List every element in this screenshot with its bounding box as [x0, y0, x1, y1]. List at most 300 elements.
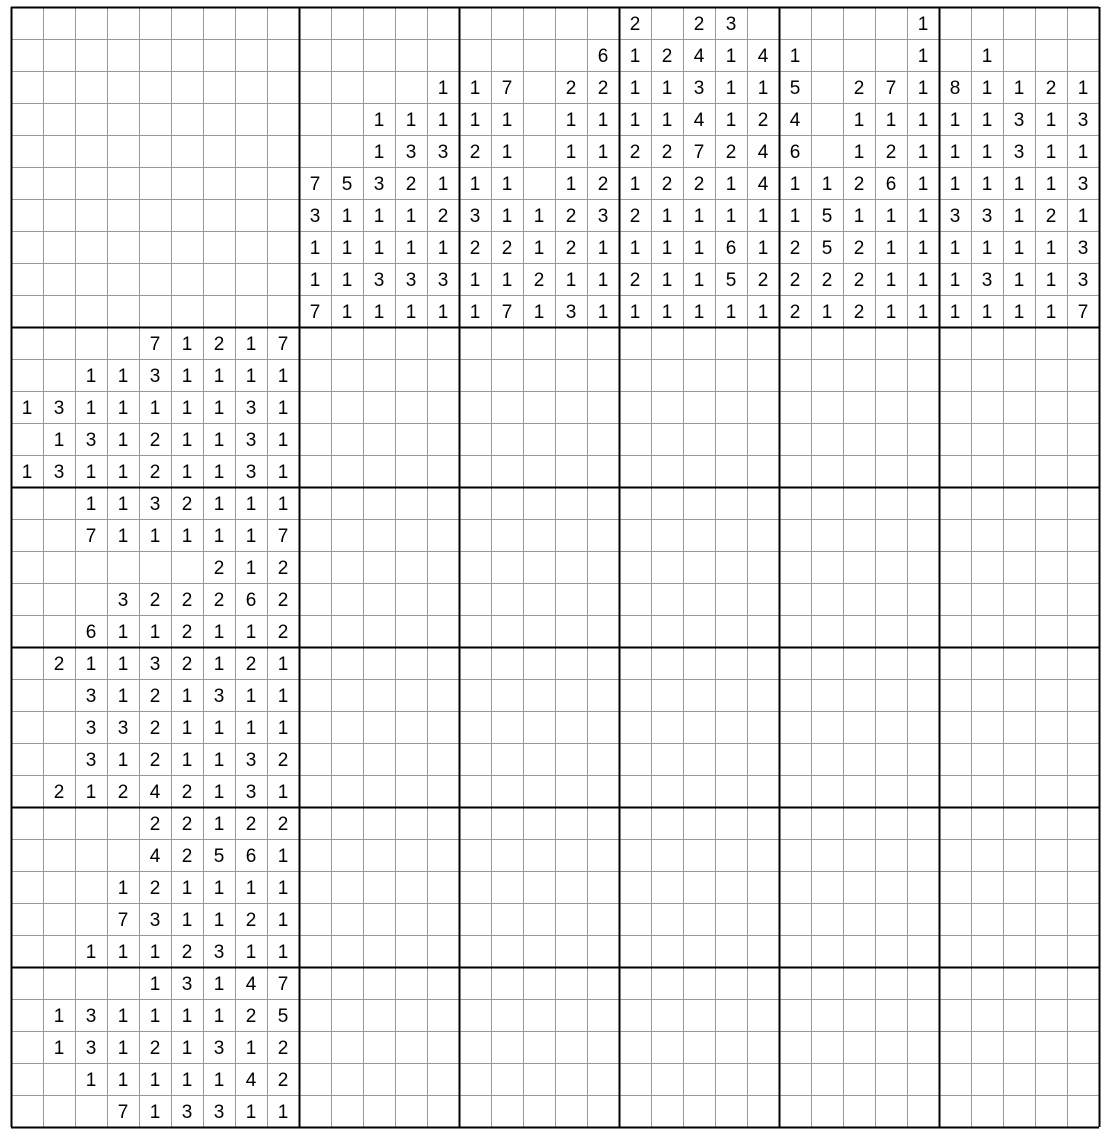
grid-cell[interactable] — [1067, 615, 1099, 647]
grid-cell[interactable] — [523, 807, 555, 839]
grid-cell[interactable] — [651, 551, 683, 583]
grid-cell[interactable] — [715, 1031, 747, 1063]
grid-cell[interactable] — [1003, 551, 1035, 583]
grid-cell[interactable] — [459, 391, 491, 423]
grid-cell[interactable] — [587, 871, 619, 903]
grid-cell[interactable] — [715, 327, 747, 359]
grid-cell[interactable] — [971, 487, 1003, 519]
grid-cell[interactable] — [811, 327, 843, 359]
grid-cell[interactable] — [299, 935, 331, 967]
grid-cell[interactable] — [747, 1095, 779, 1127]
grid-cell[interactable] — [587, 743, 619, 775]
grid-cell[interactable] — [939, 775, 971, 807]
grid-cell[interactable] — [843, 1095, 875, 1127]
grid-cell[interactable] — [299, 327, 331, 359]
grid-cell[interactable] — [299, 551, 331, 583]
grid-cell[interactable] — [971, 359, 1003, 391]
grid-cell[interactable] — [331, 615, 363, 647]
grid-cell[interactable] — [843, 423, 875, 455]
grid-cell[interactable] — [1003, 487, 1035, 519]
grid-cell[interactable] — [491, 999, 523, 1031]
grid-cell[interactable] — [843, 967, 875, 999]
grid-cell[interactable] — [683, 327, 715, 359]
grid-cell[interactable] — [811, 551, 843, 583]
grid-cell[interactable] — [459, 839, 491, 871]
grid-cell[interactable] — [939, 807, 971, 839]
grid-cell[interactable] — [971, 775, 1003, 807]
grid-cell[interactable] — [747, 1031, 779, 1063]
grid-cell[interactable] — [395, 871, 427, 903]
grid-cell[interactable] — [907, 1031, 939, 1063]
grid-cell[interactable] — [299, 647, 331, 679]
grid-cell[interactable] — [939, 519, 971, 551]
grid-cell[interactable] — [555, 1095, 587, 1127]
grid-cell[interactable] — [299, 1031, 331, 1063]
grid-cell[interactable] — [939, 935, 971, 967]
grid-cell[interactable] — [523, 967, 555, 999]
grid-cell[interactable] — [395, 679, 427, 711]
grid-cell[interactable] — [299, 679, 331, 711]
grid-cell[interactable] — [875, 1095, 907, 1127]
grid-cell[interactable] — [651, 1063, 683, 1095]
grid-cell[interactable] — [587, 903, 619, 935]
grid-cell[interactable] — [907, 1063, 939, 1095]
grid-cell[interactable] — [331, 711, 363, 743]
grid-cell[interactable] — [907, 359, 939, 391]
grid-cell[interactable] — [747, 967, 779, 999]
grid-cell[interactable] — [587, 647, 619, 679]
grid-cell[interactable] — [555, 935, 587, 967]
grid-cell[interactable] — [939, 583, 971, 615]
grid-cell[interactable] — [715, 839, 747, 871]
grid-cell[interactable] — [907, 391, 939, 423]
grid-cell[interactable] — [363, 327, 395, 359]
grid-cell[interactable] — [811, 839, 843, 871]
grid-cell[interactable] — [875, 967, 907, 999]
grid-cell[interactable] — [811, 999, 843, 1031]
grid-cell[interactable] — [299, 519, 331, 551]
grid-cell[interactable] — [299, 903, 331, 935]
grid-cell[interactable] — [1003, 1063, 1035, 1095]
grid-cell[interactable] — [875, 327, 907, 359]
grid-cell[interactable] — [459, 679, 491, 711]
grid-cell[interactable] — [459, 583, 491, 615]
grid-cell[interactable] — [459, 615, 491, 647]
grid-cell[interactable] — [747, 775, 779, 807]
grid-cell[interactable] — [523, 487, 555, 519]
grid-cell[interactable] — [715, 743, 747, 775]
grid-cell[interactable] — [779, 839, 811, 871]
grid-cell[interactable] — [331, 647, 363, 679]
grid-cell[interactable] — [907, 1095, 939, 1127]
grid-cell[interactable] — [555, 391, 587, 423]
grid-cell[interactable] — [331, 967, 363, 999]
grid-cell[interactable] — [843, 615, 875, 647]
grid-cell[interactable] — [619, 423, 651, 455]
grid-cell[interactable] — [523, 1031, 555, 1063]
grid-cell[interactable] — [299, 999, 331, 1031]
grid-cell[interactable] — [395, 359, 427, 391]
grid-cell[interactable] — [779, 775, 811, 807]
grid-cell[interactable] — [779, 807, 811, 839]
grid-cell[interactable] — [651, 967, 683, 999]
grid-cell[interactable] — [395, 327, 427, 359]
grid-cell[interactable] — [779, 679, 811, 711]
grid-cell[interactable] — [683, 679, 715, 711]
grid-cell[interactable] — [299, 711, 331, 743]
grid-cell[interactable] — [363, 903, 395, 935]
grid-cell[interactable] — [1003, 615, 1035, 647]
grid-cell[interactable] — [619, 999, 651, 1031]
grid-cell[interactable] — [363, 999, 395, 1031]
grid-cell[interactable] — [971, 871, 1003, 903]
grid-cell[interactable] — [523, 775, 555, 807]
grid-cell[interactable] — [683, 935, 715, 967]
grid-cell[interactable] — [459, 359, 491, 391]
grid-cell[interactable] — [907, 519, 939, 551]
grid-cell[interactable] — [459, 327, 491, 359]
grid-cell[interactable] — [619, 775, 651, 807]
grid-cell[interactable] — [875, 999, 907, 1031]
grid-cell[interactable] — [683, 647, 715, 679]
grid-cell[interactable] — [587, 327, 619, 359]
grid-cell[interactable] — [491, 711, 523, 743]
grid-cell[interactable] — [395, 1031, 427, 1063]
grid-cell[interactable] — [651, 743, 683, 775]
grid-cell[interactable] — [875, 775, 907, 807]
grid-cell[interactable] — [971, 903, 1003, 935]
grid-cell[interactable] — [683, 551, 715, 583]
grid-cell[interactable] — [491, 359, 523, 391]
grid-cell[interactable] — [779, 391, 811, 423]
grid-cell[interactable] — [907, 583, 939, 615]
grid-cell[interactable] — [555, 423, 587, 455]
grid-cell[interactable] — [875, 807, 907, 839]
grid-cell[interactable] — [619, 679, 651, 711]
grid-cell[interactable] — [427, 967, 459, 999]
grid-cell[interactable] — [555, 615, 587, 647]
grid-cell[interactable] — [555, 775, 587, 807]
grid-cell[interactable] — [363, 1031, 395, 1063]
grid-cell[interactable] — [395, 455, 427, 487]
grid-cell[interactable] — [843, 935, 875, 967]
grid-cell[interactable] — [715, 775, 747, 807]
grid-cell[interactable] — [779, 903, 811, 935]
grid-cell[interactable] — [459, 999, 491, 1031]
grid-cell[interactable] — [1067, 999, 1099, 1031]
grid-cell[interactable] — [395, 775, 427, 807]
grid-cell[interactable] — [331, 903, 363, 935]
grid-cell[interactable] — [651, 359, 683, 391]
grid-cell[interactable] — [747, 327, 779, 359]
grid-cell[interactable] — [1003, 903, 1035, 935]
grid-cell[interactable] — [843, 1031, 875, 1063]
grid-cell[interactable] — [843, 647, 875, 679]
grid-cell[interactable] — [747, 455, 779, 487]
grid-cell[interactable] — [747, 423, 779, 455]
grid-cell[interactable] — [331, 487, 363, 519]
grid-cell[interactable] — [1067, 743, 1099, 775]
grid-cell[interactable] — [587, 487, 619, 519]
grid-cell[interactable] — [811, 935, 843, 967]
grid-cell[interactable] — [619, 807, 651, 839]
grid-cell[interactable] — [1067, 839, 1099, 871]
grid-cell[interactable] — [1003, 1095, 1035, 1127]
grid-cell[interactable] — [491, 487, 523, 519]
grid-cell[interactable] — [715, 551, 747, 583]
grid-cell[interactable] — [523, 391, 555, 423]
grid-cell[interactable] — [811, 359, 843, 391]
grid-cell[interactable] — [875, 1063, 907, 1095]
grid-cell[interactable] — [1067, 1095, 1099, 1127]
grid-cell[interactable] — [971, 583, 1003, 615]
grid-cell[interactable] — [395, 615, 427, 647]
grid-cell[interactable] — [523, 711, 555, 743]
grid-cell[interactable] — [843, 487, 875, 519]
grid-cell[interactable] — [811, 583, 843, 615]
grid-cell[interactable] — [1035, 423, 1067, 455]
grid-cell[interactable] — [619, 487, 651, 519]
grid-cell[interactable] — [811, 711, 843, 743]
grid-cell[interactable] — [459, 711, 491, 743]
grid-cell[interactable] — [395, 1063, 427, 1095]
grid-cell[interactable] — [555, 359, 587, 391]
grid-cell[interactable] — [779, 711, 811, 743]
grid-cell[interactable] — [875, 935, 907, 967]
grid-cell[interactable] — [427, 1063, 459, 1095]
grid-cell[interactable] — [395, 807, 427, 839]
grid-cell[interactable] — [459, 935, 491, 967]
grid-cell[interactable] — [811, 903, 843, 935]
grid-cell[interactable] — [971, 615, 1003, 647]
grid-cell[interactable] — [1067, 903, 1099, 935]
grid-cell[interactable] — [395, 647, 427, 679]
grid-cell[interactable] — [587, 551, 619, 583]
grid-cell[interactable] — [907, 679, 939, 711]
grid-cell[interactable] — [651, 775, 683, 807]
grid-cell[interactable] — [651, 999, 683, 1031]
grid-cell[interactable] — [1067, 775, 1099, 807]
grid-cell[interactable] — [907, 615, 939, 647]
grid-cell[interactable] — [1067, 551, 1099, 583]
grid-cell[interactable] — [395, 1095, 427, 1127]
grid-cell[interactable] — [331, 871, 363, 903]
grid-cell[interactable] — [523, 1095, 555, 1127]
grid-cell[interactable] — [395, 423, 427, 455]
grid-cell[interactable] — [939, 679, 971, 711]
grid-cell[interactable] — [587, 519, 619, 551]
grid-cell[interactable] — [715, 455, 747, 487]
grid-cell[interactable] — [427, 903, 459, 935]
grid-cell[interactable] — [715, 1063, 747, 1095]
grid-cell[interactable] — [651, 1031, 683, 1063]
grid-cell[interactable] — [395, 711, 427, 743]
grid-cell[interactable] — [299, 359, 331, 391]
grid-cell[interactable] — [363, 871, 395, 903]
grid-cell[interactable] — [331, 1095, 363, 1127]
grid-cell[interactable] — [651, 423, 683, 455]
grid-cell[interactable] — [971, 647, 1003, 679]
grid-cell[interactable] — [427, 327, 459, 359]
grid-cell[interactable] — [811, 871, 843, 903]
grid-cell[interactable] — [523, 839, 555, 871]
grid-cell[interactable] — [523, 999, 555, 1031]
grid-cell[interactable] — [363, 359, 395, 391]
grid-cell[interactable] — [299, 615, 331, 647]
grid-cell[interactable] — [363, 775, 395, 807]
grid-cell[interactable] — [363, 615, 395, 647]
grid-cell[interactable] — [523, 679, 555, 711]
grid-cell[interactable] — [651, 1095, 683, 1127]
grid-cell[interactable] — [843, 519, 875, 551]
grid-cell[interactable] — [331, 679, 363, 711]
grid-cell[interactable] — [587, 391, 619, 423]
grid-cell[interactable] — [683, 359, 715, 391]
grid-cell[interactable] — [395, 743, 427, 775]
grid-cell[interactable] — [747, 647, 779, 679]
grid-cell[interactable] — [555, 1063, 587, 1095]
grid-cell[interactable] — [875, 519, 907, 551]
grid-cell[interactable] — [427, 1095, 459, 1127]
grid-cell[interactable] — [907, 903, 939, 935]
grid-cell[interactable] — [747, 519, 779, 551]
grid-cell[interactable] — [747, 359, 779, 391]
grid-cell[interactable] — [939, 487, 971, 519]
grid-cell[interactable] — [1035, 327, 1067, 359]
grid-cell[interactable] — [491, 1031, 523, 1063]
grid-cell[interactable] — [747, 807, 779, 839]
grid-cell[interactable] — [651, 647, 683, 679]
grid-cell[interactable] — [1067, 967, 1099, 999]
grid-cell[interactable] — [363, 487, 395, 519]
grid-cell[interactable] — [331, 935, 363, 967]
grid-cell[interactable] — [907, 935, 939, 967]
grid-cell[interactable] — [619, 967, 651, 999]
grid-cell[interactable] — [939, 711, 971, 743]
grid-cell[interactable] — [427, 935, 459, 967]
grid-cell[interactable] — [459, 647, 491, 679]
grid-cell[interactable] — [427, 583, 459, 615]
grid-cell[interactable] — [1035, 935, 1067, 967]
grid-cell[interactable] — [907, 327, 939, 359]
grid-cell[interactable] — [715, 391, 747, 423]
grid-cell[interactable] — [875, 743, 907, 775]
grid-cell[interactable] — [875, 871, 907, 903]
grid-cell[interactable] — [587, 455, 619, 487]
grid-cell[interactable] — [587, 839, 619, 871]
grid-cell[interactable] — [779, 359, 811, 391]
grid-cell[interactable] — [843, 743, 875, 775]
grid-cell[interactable] — [427, 391, 459, 423]
grid-cell[interactable] — [619, 935, 651, 967]
grid-cell[interactable] — [971, 743, 1003, 775]
grid-cell[interactable] — [1003, 871, 1035, 903]
grid-cell[interactable] — [651, 839, 683, 871]
grid-cell[interactable] — [619, 647, 651, 679]
grid-cell[interactable] — [523, 423, 555, 455]
grid-cell[interactable] — [331, 999, 363, 1031]
grid-cell[interactable] — [715, 935, 747, 967]
grid-cell[interactable] — [779, 1095, 811, 1127]
grid-cell[interactable] — [523, 359, 555, 391]
grid-cell[interactable] — [651, 519, 683, 551]
grid-cell[interactable] — [779, 615, 811, 647]
grid-cell[interactable] — [1035, 391, 1067, 423]
grid-cell[interactable] — [747, 551, 779, 583]
grid-cell[interactable] — [683, 871, 715, 903]
grid-cell[interactable] — [971, 519, 1003, 551]
grid-cell[interactable] — [555, 455, 587, 487]
grid-cell[interactable] — [1067, 583, 1099, 615]
grid-cell[interactable] — [299, 583, 331, 615]
grid-cell[interactable] — [1067, 391, 1099, 423]
grid-cell[interactable] — [971, 999, 1003, 1031]
grid-cell[interactable] — [1067, 807, 1099, 839]
grid-cell[interactable] — [939, 871, 971, 903]
grid-cell[interactable] — [843, 711, 875, 743]
grid-cell[interactable] — [811, 1095, 843, 1127]
grid-cell[interactable] — [715, 807, 747, 839]
grid-cell[interactable] — [715, 519, 747, 551]
grid-cell[interactable] — [523, 935, 555, 967]
grid-cell[interactable] — [747, 391, 779, 423]
grid-cell[interactable] — [491, 679, 523, 711]
grid-cell[interactable] — [395, 903, 427, 935]
grid-cell[interactable] — [619, 711, 651, 743]
grid-cell[interactable] — [971, 423, 1003, 455]
grid-cell[interactable] — [651, 679, 683, 711]
grid-cell[interactable] — [299, 423, 331, 455]
grid-cell[interactable] — [491, 615, 523, 647]
grid-cell[interactable] — [331, 839, 363, 871]
grid-cell[interactable] — [363, 711, 395, 743]
grid-cell[interactable] — [459, 1031, 491, 1063]
grid-cell[interactable] — [971, 1095, 1003, 1127]
grid-cell[interactable] — [939, 615, 971, 647]
grid-cell[interactable] — [715, 967, 747, 999]
grid-cell[interactable] — [331, 583, 363, 615]
grid-cell[interactable] — [363, 423, 395, 455]
grid-cell[interactable] — [715, 1095, 747, 1127]
grid-cell[interactable] — [779, 423, 811, 455]
grid-cell[interactable] — [1035, 743, 1067, 775]
grid-cell[interactable] — [747, 615, 779, 647]
grid-cell[interactable] — [363, 935, 395, 967]
grid-cell[interactable] — [1067, 359, 1099, 391]
grid-cell[interactable] — [683, 1063, 715, 1095]
grid-cell[interactable] — [459, 519, 491, 551]
grid-cell[interactable] — [875, 359, 907, 391]
grid-cell[interactable] — [491, 327, 523, 359]
grid-cell[interactable] — [939, 359, 971, 391]
grid-cell[interactable] — [779, 551, 811, 583]
grid-cell[interactable] — [491, 551, 523, 583]
grid-cell[interactable] — [715, 583, 747, 615]
grid-cell[interactable] — [907, 487, 939, 519]
grid-cell[interactable] — [843, 551, 875, 583]
grid-cell[interactable] — [363, 583, 395, 615]
grid-cell[interactable] — [1067, 1031, 1099, 1063]
grid-cell[interactable] — [779, 583, 811, 615]
grid-cell[interactable] — [811, 519, 843, 551]
grid-cell[interactable] — [1035, 551, 1067, 583]
grid-cell[interactable] — [331, 1031, 363, 1063]
grid-cell[interactable] — [331, 359, 363, 391]
grid-cell[interactable] — [843, 679, 875, 711]
grid-cell[interactable] — [683, 583, 715, 615]
grid-cell[interactable] — [875, 487, 907, 519]
grid-cell[interactable] — [587, 583, 619, 615]
